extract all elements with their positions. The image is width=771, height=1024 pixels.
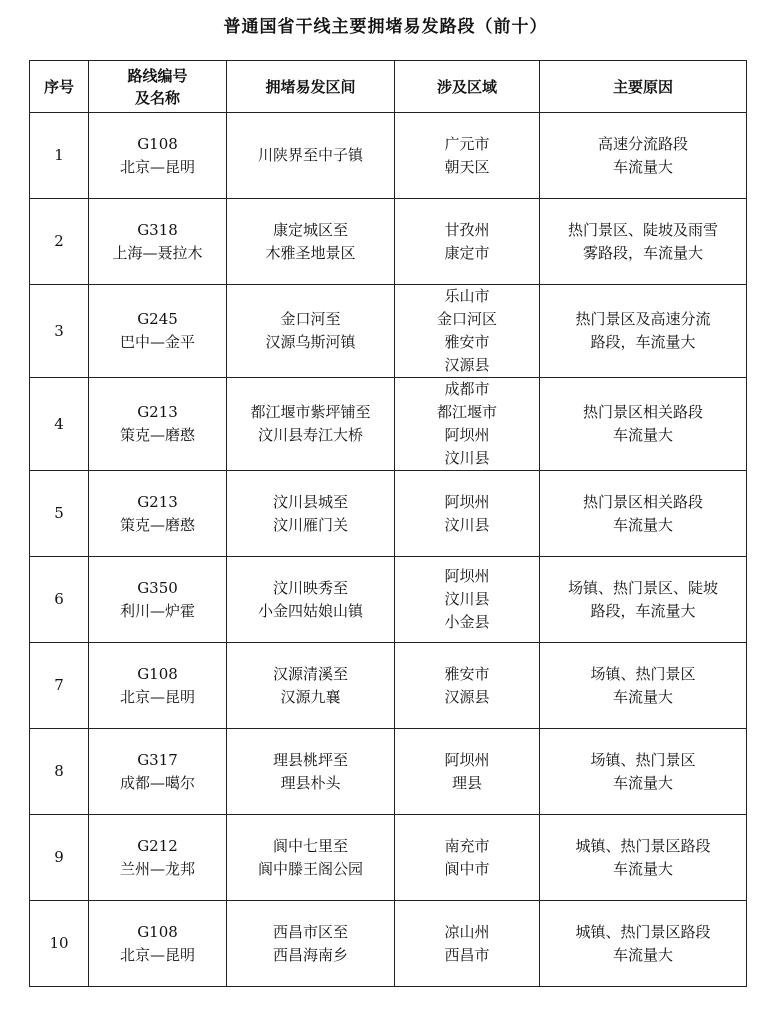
cell-reason bbox=[540, 643, 747, 729]
cell-section-line: 汉源九襄 bbox=[280, 687, 341, 706]
cell-area-line: 成都市 bbox=[444, 380, 490, 398]
cell-reason bbox=[540, 901, 747, 987]
cell-route bbox=[89, 557, 227, 643]
cell-route-line: 巴中—金平 bbox=[119, 333, 195, 351]
cell-section-line: 川陕界至中子镇 bbox=[257, 146, 363, 164]
cell-section bbox=[227, 729, 395, 815]
table-row bbox=[30, 199, 747, 285]
cell-route-line: 策克—磨憨 bbox=[119, 515, 195, 534]
cell-reason-line: 车流量大 bbox=[612, 157, 673, 176]
cell-reason bbox=[540, 557, 747, 643]
cell-section bbox=[227, 557, 395, 643]
cell-route-line: G213 bbox=[137, 403, 178, 421]
table-row bbox=[30, 378, 747, 471]
header-reason: 主要原因 bbox=[540, 61, 747, 113]
header-route-line1: 路线编号 bbox=[127, 66, 188, 85]
cell-area bbox=[395, 729, 540, 815]
cell-reason bbox=[540, 471, 747, 557]
cell-area-line: 康定市 bbox=[444, 243, 490, 262]
cell-area bbox=[395, 471, 540, 557]
cell-section-line: 汶川雁门关 bbox=[272, 515, 348, 534]
cell-reason-line: 车流量大 bbox=[612, 945, 673, 964]
table-row bbox=[30, 901, 747, 987]
table-row bbox=[30, 729, 747, 815]
cell-area-line: 朝天区 bbox=[444, 157, 490, 176]
cell-area-line: 广元市 bbox=[444, 134, 490, 153]
cell-index: 3 bbox=[30, 285, 89, 378]
cell-reason-line: 场镇、热门景区 bbox=[590, 664, 696, 683]
cell-route-line: 成都—噶尔 bbox=[119, 773, 195, 792]
cell-index: 5 bbox=[30, 471, 89, 557]
cell-section-line: 西昌市区至 bbox=[272, 922, 348, 941]
cell-area bbox=[395, 285, 540, 378]
table-row bbox=[30, 557, 747, 643]
cell-section bbox=[227, 113, 395, 199]
cell-reason-line: 城镇、热门景区路段 bbox=[575, 836, 711, 855]
cell-area bbox=[395, 199, 540, 285]
cell-index: 4 bbox=[30, 378, 89, 471]
cell-route bbox=[89, 378, 227, 471]
cell-area-line: 汉源县 bbox=[444, 356, 490, 374]
cell-section bbox=[227, 901, 395, 987]
cell-route-line: 北京—昆明 bbox=[119, 157, 195, 176]
cell-area-line: 雅安市 bbox=[444, 664, 490, 683]
cell-route-line: 策克—磨憨 bbox=[119, 426, 195, 444]
cell-section-line: 汉源清溪至 bbox=[272, 664, 348, 683]
cell-route bbox=[89, 285, 227, 378]
header-index: 序号 bbox=[30, 61, 89, 113]
cell-index: 8 bbox=[30, 729, 89, 815]
cell-route bbox=[89, 729, 227, 815]
congestion-table bbox=[29, 60, 747, 987]
cell-reason-line: 雾路段，车流量大 bbox=[582, 243, 703, 262]
cell-reason-line: 车流量大 bbox=[612, 773, 673, 792]
cell-area-line: 小金县 bbox=[444, 613, 490, 631]
header-route bbox=[89, 61, 227, 113]
cell-route-line: G350 bbox=[137, 578, 178, 597]
cell-index: 6 bbox=[30, 557, 89, 643]
cell-section-line: 都江堰市紫坪铺至 bbox=[250, 403, 371, 421]
cell-area bbox=[395, 113, 540, 199]
cell-index: 10 bbox=[30, 901, 89, 987]
cell-index: 9 bbox=[30, 815, 89, 901]
cell-section bbox=[227, 199, 395, 285]
cell-reason-line: 车流量大 bbox=[612, 859, 673, 878]
cell-area-line: 西昌市 bbox=[444, 945, 490, 964]
cell-route-line: G213 bbox=[137, 492, 178, 511]
cell-reason-line: 热门景区相关路段 bbox=[582, 492, 703, 511]
cell-section bbox=[227, 378, 395, 471]
table-row bbox=[30, 471, 747, 557]
cell-area-line: 理县 bbox=[451, 773, 482, 792]
cell-section-line: 汉源乌斯河镇 bbox=[265, 333, 356, 351]
cell-area-line: 都江堰市 bbox=[436, 403, 497, 421]
table-row bbox=[30, 113, 747, 199]
cell-section-line: 汶川县城至 bbox=[272, 492, 348, 511]
cell-area-line: 阆中市 bbox=[444, 859, 490, 878]
cell-section-line: 汶川县寿江大桥 bbox=[257, 426, 363, 444]
cell-route-line: G108 bbox=[137, 664, 178, 683]
cell-section-line: 阆中七里至 bbox=[272, 836, 348, 855]
cell-route bbox=[89, 815, 227, 901]
cell-area-line: 阿坝州 bbox=[444, 492, 490, 511]
cell-index: 2 bbox=[30, 199, 89, 285]
cell-area-line: 汶川县 bbox=[444, 515, 490, 534]
cell-reason-line: 车流量大 bbox=[612, 426, 673, 444]
cell-route-line: G212 bbox=[137, 836, 178, 855]
cell-area-line: 阿坝州 bbox=[444, 567, 490, 585]
cell-route-line: 兰州—龙邦 bbox=[119, 859, 195, 878]
cell-route-line: G108 bbox=[137, 922, 178, 941]
cell-area-line: 汶川县 bbox=[444, 590, 490, 608]
cell-reason-line: 高速分流路段 bbox=[597, 134, 688, 153]
cell-area-line: 汶川县 bbox=[444, 449, 490, 467]
cell-route bbox=[89, 901, 227, 987]
cell-area-line: 甘孜州 bbox=[444, 220, 490, 239]
cell-area-line: 阿坝州 bbox=[444, 750, 490, 769]
cell-reason-line: 热门景区相关路段 bbox=[582, 403, 703, 421]
cell-reason-line: 场镇、热门景区 bbox=[590, 750, 696, 769]
cell-section-line: 阆中滕王阁公园 bbox=[257, 859, 363, 878]
cell-index: 1 bbox=[30, 113, 89, 199]
cell-section-line: 金口河至 bbox=[280, 310, 341, 328]
cell-route bbox=[89, 643, 227, 729]
cell-section-line: 理县桃坪至 bbox=[272, 750, 348, 769]
cell-area bbox=[395, 378, 540, 471]
cell-route bbox=[89, 113, 227, 199]
header-route-line2: 及名称 bbox=[134, 88, 180, 107]
cell-reason bbox=[540, 378, 747, 471]
cell-area-line: 凉山州 bbox=[444, 922, 490, 941]
cell-reason-line: 车流量大 bbox=[612, 687, 673, 706]
cell-route-line: 北京—昆明 bbox=[119, 687, 195, 706]
cell-area-line: 金口河区 bbox=[436, 310, 497, 328]
cell-section bbox=[227, 815, 395, 901]
cell-reason bbox=[540, 113, 747, 199]
cell-reason bbox=[540, 199, 747, 285]
cell-section-line: 木雅圣地景区 bbox=[265, 243, 356, 262]
header-area: 涉及区域 bbox=[395, 61, 540, 113]
cell-section-line: 康定城区至 bbox=[272, 220, 348, 239]
header-section: 拥堵易发区间 bbox=[227, 61, 395, 113]
cell-route-line: 上海—聂拉木 bbox=[112, 243, 203, 262]
cell-section-line: 理县朴头 bbox=[280, 773, 341, 792]
table-body bbox=[30, 113, 747, 987]
cell-area-line: 雅安市 bbox=[444, 333, 490, 351]
cell-section bbox=[227, 285, 395, 378]
cell-area-line: 汉源县 bbox=[444, 687, 490, 706]
cell-route-line: G318 bbox=[137, 220, 178, 239]
cell-route-line: G108 bbox=[137, 134, 178, 153]
cell-route bbox=[89, 199, 227, 285]
cell-area-line: 乐山市 bbox=[444, 287, 490, 305]
table-header-row bbox=[30, 61, 747, 113]
cell-route-line: 利川—炉霍 bbox=[119, 601, 195, 620]
document-title: 普通国省干线主要拥堵易发路段（前十） bbox=[223, 17, 548, 37]
cell-route-line: G245 bbox=[137, 310, 178, 328]
cell-reason-line: 车流量大 bbox=[612, 515, 673, 534]
cell-reason-line: 热门景区、陡坡及雨雪 bbox=[567, 220, 718, 239]
cell-reason bbox=[540, 285, 747, 378]
cell-index: 7 bbox=[30, 643, 89, 729]
cell-area bbox=[395, 557, 540, 643]
table-row bbox=[30, 815, 747, 901]
cell-reason bbox=[540, 815, 747, 901]
cell-reason-line: 场镇、热门景区、陡坡 bbox=[567, 578, 718, 597]
cell-section bbox=[227, 643, 395, 729]
cell-route-line: G317 bbox=[137, 750, 178, 769]
cell-route-line: 北京—昆明 bbox=[119, 945, 195, 964]
cell-reason bbox=[540, 729, 747, 815]
cell-area bbox=[395, 815, 540, 901]
cell-section-line: 汶川映秀至 bbox=[272, 578, 348, 597]
table-row bbox=[30, 285, 747, 378]
cell-reason-line: 城镇、热门景区路段 bbox=[575, 922, 711, 941]
cell-reason-line: 热门景区及高速分流 bbox=[575, 310, 711, 328]
cell-reason-line: 路段，车流量大 bbox=[590, 333, 696, 351]
table-row bbox=[30, 643, 747, 729]
cell-area-line: 阿坝州 bbox=[444, 426, 490, 444]
cell-section-line: 小金四姑娘山镇 bbox=[257, 601, 363, 620]
cell-area bbox=[395, 643, 540, 729]
cell-reason-line: 路段，车流量大 bbox=[590, 601, 696, 620]
cell-section-line: 西昌海南乡 bbox=[272, 945, 348, 964]
cell-route bbox=[89, 471, 227, 557]
cell-area bbox=[395, 901, 540, 987]
cell-section bbox=[227, 471, 395, 557]
cell-area-line: 南充市 bbox=[444, 836, 490, 855]
